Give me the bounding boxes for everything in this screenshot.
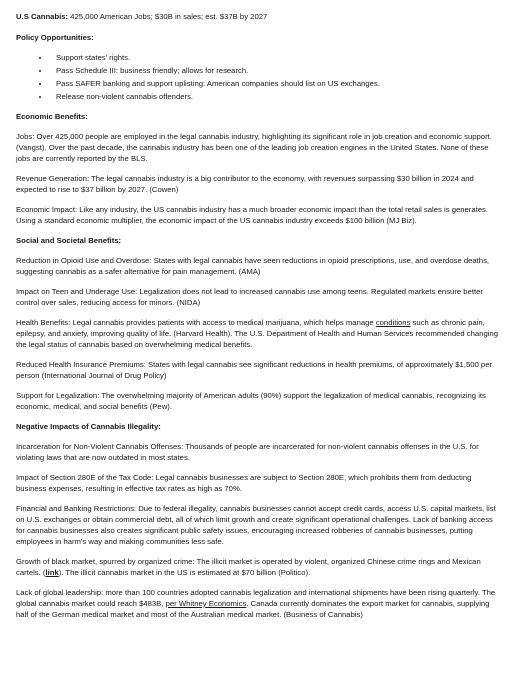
insurance-paragraph: Reduced Health Insurance Premiums: States with legal cannabis see significant reductions in health premiums, of approximately $1,500 per person (International Journal of Drug Policy) xyxy=(16,360,493,380)
intro-label: U.S Cannabis: xyxy=(16,12,69,21)
policy-list xyxy=(16,52,498,102)
intro-line xyxy=(16,11,498,22)
global-text-a: Lack of global leadership: more than 100 countries adopted cannabis legalization and international shipments have been rising quarterly. The global cannabis market could reach $483B, xyxy=(16,588,496,608)
revenue-paragraph: Revenue Generation: The legal cannabis industry is a big contributor to the economy, with revenues surpassing $30 billion in 2024 and expected to rise to $37 billion by 2027. (Cowen) xyxy=(16,174,474,194)
health-paragraph xyxy=(16,317,498,350)
negative-heading: Negative Impacts of Cannabis Illegality: xyxy=(16,422,161,431)
policy-item: • Release non-violent cannabis offenders. xyxy=(50,91,498,102)
intro-text: 425,000 American Jobs; $30B in sales; est. $37B by 2027 xyxy=(68,12,268,21)
policy-heading: Policy Opportunities: xyxy=(16,33,94,42)
policy-item: • Pass Schedule III: business friendly; allows for research. xyxy=(50,65,498,76)
social-heading: Social and Societal Benefits: xyxy=(16,236,122,245)
teen-paragraph: Impact on Teen and Underage Use: Legalization does not lead to increased cannabis use among teens. Regulated markets ensure better control over sales, reducing access for minors. (NIDA) xyxy=(16,287,483,307)
jobs-paragraph: Jobs: Over 425,000 people are employed in the legal cannabis industry, highlighting its significant role in job creation and economic support. (Vangst). Over the past decade, the cannabis industry has been one of the leading job creation engines in the United States. None of these jobs are currently reported by the BLS. xyxy=(16,132,492,163)
black-market-text-a: Growth of black market, spurred by organized crime: The illicit market is operated by violent, organized Chinese crime rings and Mexican cartels. ( xyxy=(16,557,481,577)
conditions-link[interactable]: conditions xyxy=(375,318,411,327)
opioid-paragraph: Reduction in Opioid Use and Overdose: States with legal cannabis have seen reductions in opioid prescriptions, use, and overdose deaths, suggesting cannabis as a safer alternative for pain management. (AMA) xyxy=(16,256,490,276)
economic-impact-paragraph: Economic Impact: Like any industry, the US cannabis industry has a much broader economic impact than the total retail sales is generates. Using a standard economic multiplier, the economic impact of the US cannabis industry exceeds $100 billion (MJ Biz). xyxy=(16,205,489,225)
black-market-link[interactable]: link xyxy=(45,568,59,577)
health-text-a: Health Benefits: Legal cannabis provides patients with access to medical marijuana, which helps manage xyxy=(16,318,376,327)
support-paragraph: Support for Legalization: The overwhelming majority of American adults (90%) support the legalization of medical cannabis, recognizing its economic, medical, and social benefits (Pew). xyxy=(16,391,486,411)
incarceration-paragraph: Incarceration for Non-Violent Cannabis Offenses: Thousands of people are incarcerated for non-violent cannabis offenses in the U.S. for violating laws that are now outdated in most states. xyxy=(16,442,479,462)
health-text-b: such as chronic pain, epilepsy, and anxiety, improving quality of life. (Harvard Health). The U.S. Department of Health and Human Services recommended changing the legal status of cannabis based on overwhelming medical benefits. xyxy=(16,318,498,349)
global-leadership-paragraph xyxy=(16,587,498,620)
banking-paragraph: Financial and Banking Restrictions: Due to federal illegality, cannabis businesses cannot accept credit cards, access U.S. capital markets, list on U.S. exchanges or obtain commercial debt, all of which limit growth and create significant operational challenges. Lack of banking access for cannabis businesses also creates significant public safety issues, encouraging increased robberies of cannabis businesses, putting employees in harm's way and making communities less safe. xyxy=(16,504,496,546)
economic-heading: Economic Benefits: xyxy=(16,112,88,121)
black-market-paragraph xyxy=(16,556,498,578)
policy-item: • Pass SAFER banking and support uplisting: American companies should list on US exchanges. xyxy=(50,78,498,89)
black-market-text-b: ). The illicit cannabis market in the US is estimated at $70 billion (Politico). xyxy=(58,568,311,577)
global-text-b: . Canada currently dominates the export market for cannabis, supplying half of the German medical market and most of the Australian medical market. (Business of Cannabis) xyxy=(16,599,490,619)
policy-item: • Support states' rights. xyxy=(50,52,498,63)
section-280e-paragraph: Impact of Section 280E of the Tax Code: Legal cannabis businesses are subject to Section 280E, which prohibits them from deducting business expenses, resulting in effective tax rates as high as 70%. xyxy=(16,473,472,493)
whitney-economics-link[interactable]: per Whitney Economics xyxy=(165,599,247,608)
